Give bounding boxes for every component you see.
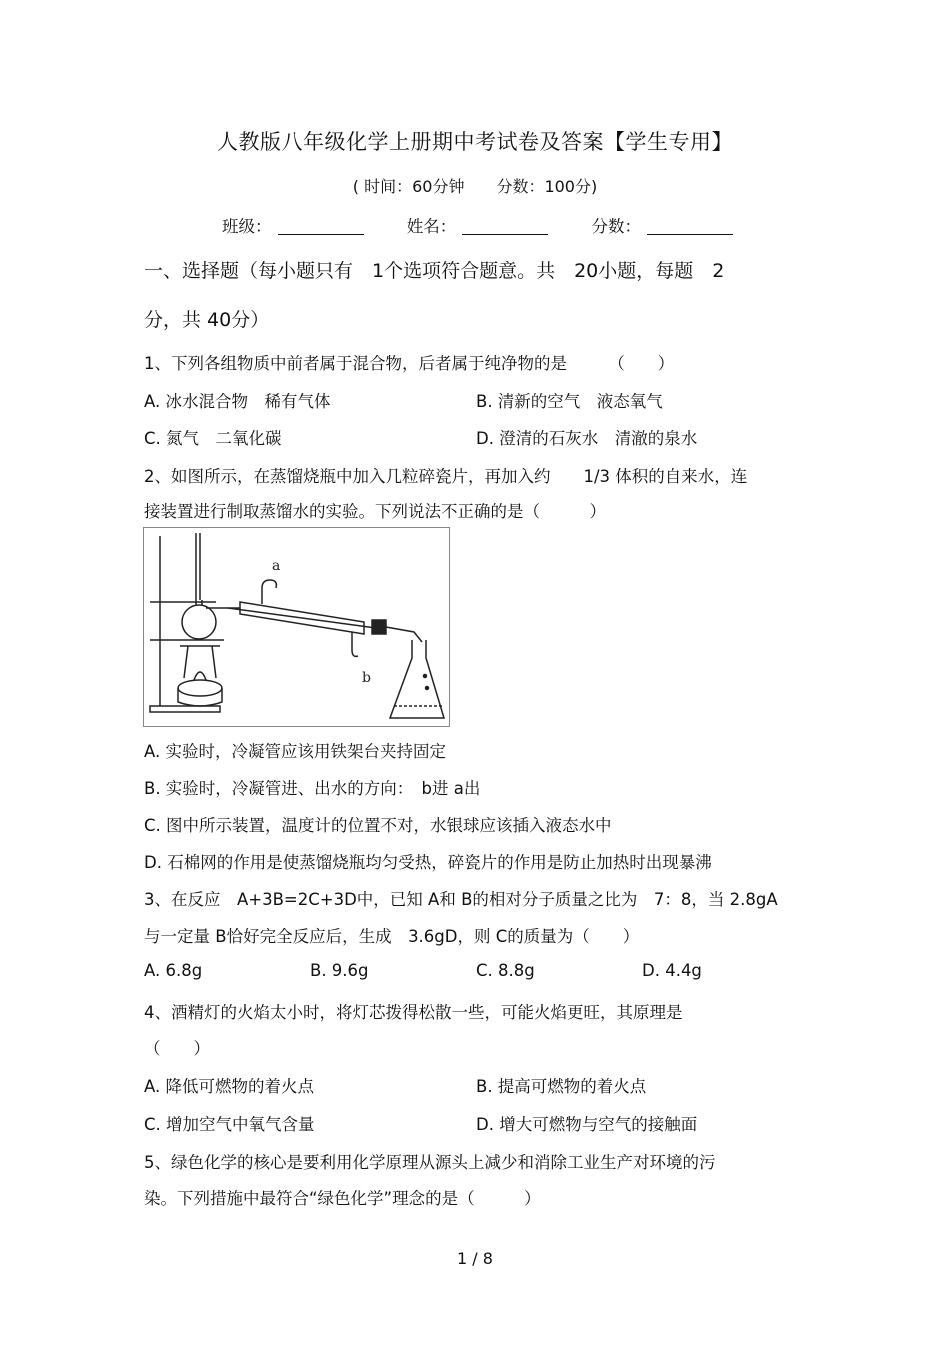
question-1-option-c[interactable]: C. 氮气 二氧化碳 <box>144 429 282 448</box>
question-5-stem-line2: 染。下列措施中最符合“绿色化学”理念的是（ ） <box>144 1189 541 1208</box>
question-3-option-c[interactable]: C. 8.8g <box>476 961 535 980</box>
exam-info: ( 时间：60分钟 分数：100分) <box>352 177 598 196</box>
score-blank[interactable] <box>647 218 733 235</box>
class-label: 班级： <box>222 217 272 236</box>
question-4-stem-line2: （ ） <box>144 1039 210 1058</box>
figure-label-b: b <box>362 670 371 686</box>
question-2-option-a[interactable]: A. 实验时，冷凝管应该用铁架台夹持固定 <box>144 742 446 761</box>
question-4-stem-line1: 4、酒精灯的火焰太小时，将灯芯拨得松散一些，可能火焰更旺，其原理是 <box>144 1003 683 1022</box>
question-4-option-b[interactable]: B. 提高可燃物的着火点 <box>476 1077 647 1096</box>
question-3-option-b[interactable]: B. 9.6g <box>310 961 369 980</box>
figure-label-a: a <box>272 558 281 574</box>
page-number: 1 / 8 <box>457 1249 493 1268</box>
question-4-option-d[interactable]: D. 增大可燃物与空气的接触面 <box>476 1115 698 1134</box>
question-4-option-a[interactable]: A. 降低可燃物的着火点 <box>144 1077 314 1096</box>
page-title: 人教版八年级化学上册期中考试卷及答案【学生专用】 <box>217 130 733 154</box>
section-heading-line2: 分，共 40分） <box>144 309 270 331</box>
distillation-apparatus-figure <box>143 527 450 727</box>
question-1-option-d[interactable]: D. 澄清的石灰水 清澈的泉水 <box>476 429 698 448</box>
question-2-option-d[interactable]: D. 石棉网的作用是使蒸馏烧瓶均匀受热，碎瓷片的作用是防止加热时出现暴沸 <box>144 853 712 872</box>
name-label: 姓名： <box>406 217 457 236</box>
section-heading-line1: 一、选择题（每小题只有 1个选项符合题意。共 20小题，每题 2 <box>144 260 725 282</box>
question-4-option-c[interactable]: C. 增加空气中氧气含量 <box>144 1115 315 1134</box>
name-blank[interactable] <box>462 218 548 235</box>
question-5-stem-line1: 5、绿色化学的核心是要利用化学原理从源头上减少和消除工业生产对环境的污 <box>144 1153 716 1172</box>
question-3-stem-line2: 与一定量 B恰好完全反应后，生成 3.6gD，则 C的质量为（ ） <box>144 927 640 946</box>
question-3-option-a[interactable]: A. 6.8g <box>144 961 203 980</box>
student-info-row <box>222 213 771 237</box>
question-1-stem: 1、下列各组物质中前者属于混合物，后者属于纯净物的是 （ ） <box>144 354 675 373</box>
score-label: 分数： <box>591 217 641 236</box>
question-2-option-b[interactable]: B. 实验时，冷凝管进、出水的方向： b进 a出 <box>144 779 481 798</box>
question-2-stem-line2: 接装置进行制取蒸馏水的实验。下列说法不正确的是（ ） <box>144 502 606 521</box>
question-1-option-b[interactable]: B. 清新的空气 液态氧气 <box>476 392 663 411</box>
question-1-option-a[interactable]: A. 冰水混合物 稀有气体 <box>144 392 331 411</box>
question-2-option-c[interactable]: C. 图中所示装置，温度计的位置不对，水银球应该插入液态水中 <box>144 816 612 835</box>
question-2-stem-line1: 2、如图所示，在蒸馏烧瓶中加入几粒碎瓷片，再加入约 1/3 体积的自来水，连 <box>144 467 748 486</box>
distillation-apparatus-drawing <box>144 528 449 726</box>
question-3-option-d[interactable]: D. 4.4g <box>642 961 702 980</box>
class-blank[interactable] <box>278 218 364 235</box>
question-3-stem-line1: 3、在反应 A+3B=2C+3D中，已知 A和 B的相对分子质量之比为 7：8，当 2.8gA <box>144 890 778 909</box>
